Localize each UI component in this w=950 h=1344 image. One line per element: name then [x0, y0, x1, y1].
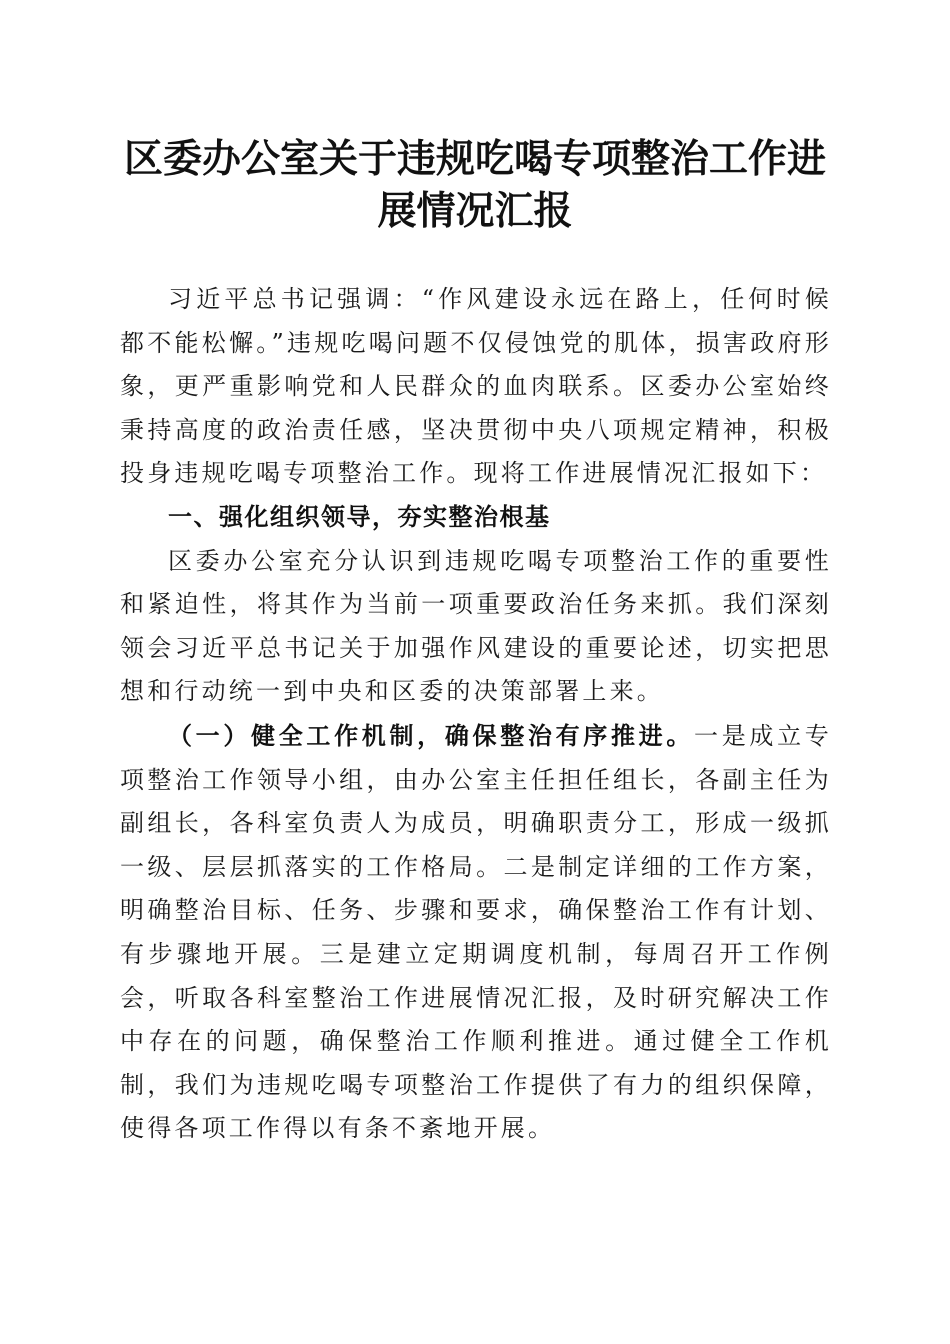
subsection-one-paragraph — [120, 714, 832, 1151]
subsection-one-lead: （一）健全工作机制，确保整治有序推进。 — [168, 720, 695, 750]
subsection-one-text: 一是成立专项整治工作领导小组，由办公室主任担任组长，各副主任为副组长，各科室负责人为成员，明确职责分工，形成一级抓一级、层层抓落实的工作格局。二是制定详细的工作方案，明确整治目标、任务、步骤和要求，确保整治工作有计划、有步骤地开展。三是建立定期调度机制，每周召开工作例会，听取各科室整治工作进展情况汇报，及时研究解决工作中存在的问题，确保整治工作顺利推进。通过健全工作机制，我们为违规吃喝专项整治工作提供了有力的组织保障，使得各项工作得以有条不紊地开展。 — [120, 721, 832, 1143]
intro-paragraph: 习近平总书记强调：“作风建设永远在路上，任何时候都不能松懈。”违规吃喝问题不仅侵蚀党的肌体，损害政府形象，更严重影响党和人民群众的血肉联系。区委办公室始终秉持高度的政治责任感，坚决贯彻中央八项规定精神，积极投身违规吃喝专项整治工作。现将工作进展情况汇报如下： — [120, 285, 832, 488]
section-one-paragraph: 区委办公室充分认识到违规吃喝专项整治工作的重要性和紧迫性，将其作为当前一项重要政治任务来抓。我们深刻领会习近平总书记关于加强作风建设的重要论述，切实把思想和行动统一到中央和区委的决策部署上来。 — [120, 546, 832, 706]
document-title: 区委办公室关于违规吃喝专项整治工作进展情况汇报 — [123, 136, 826, 234]
document-body — [120, 278, 832, 1151]
section-one-heading: 一、强化组织领导，夯实整治根基 — [168, 502, 551, 531]
